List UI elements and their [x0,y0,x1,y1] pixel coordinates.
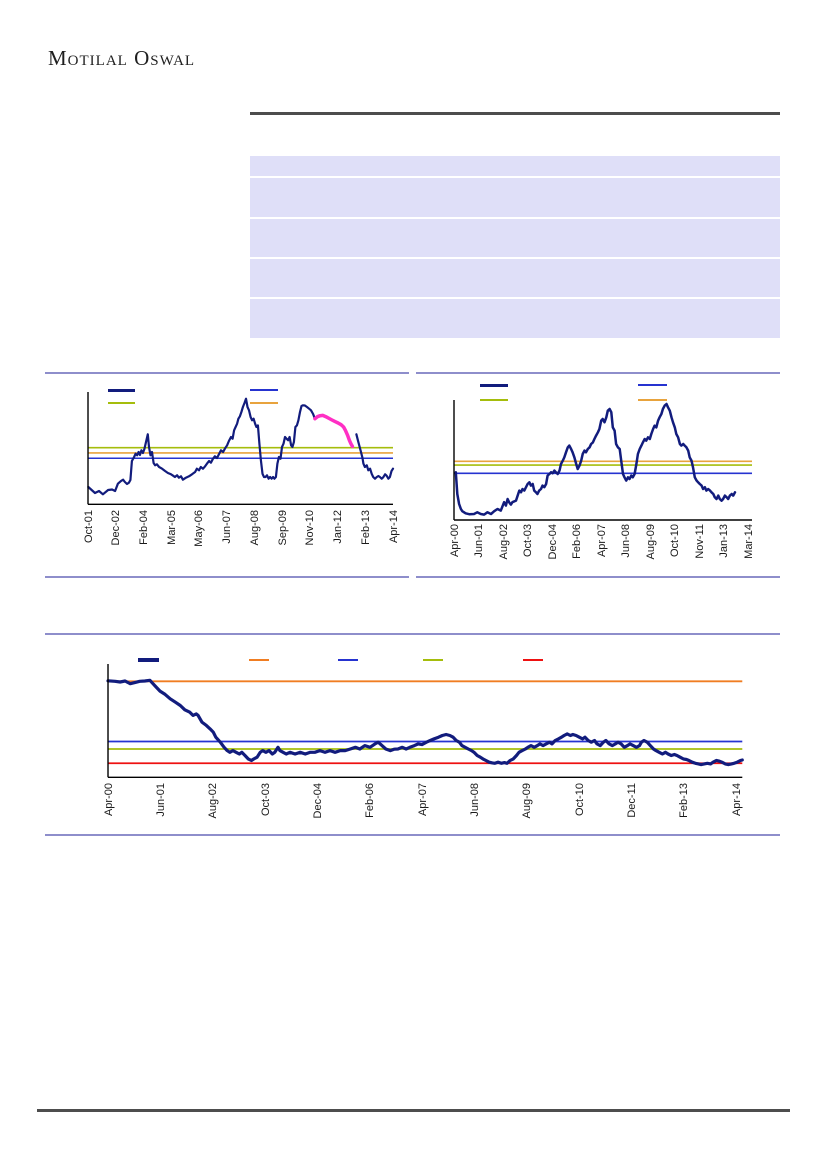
x-tick-label: Aug-09 [521,783,534,819]
x-tick-label: Oct-01 [82,510,95,544]
x-tick-label: Oct-10 [573,783,586,817]
legend-swatch-red-reference [523,659,543,661]
x-tick-label: Oct-03 [259,783,272,817]
x-tick-label: Oct-03 [522,524,534,558]
x-tick-label: Sep-09 [276,510,289,546]
footer-rule [37,1109,790,1112]
x-tick-label: Jan-13 [718,524,730,558]
x-tick-label: Apr-00 [448,524,461,558]
legend-swatch-navy-series [138,658,159,662]
x-tick-label: Dec-04 [311,783,324,819]
x-tick-label: Jun-07 [221,510,234,544]
x-tick-label: Feb-04 [137,510,150,545]
x-tick-label: Nov-10 [304,510,317,546]
chart-panel-bottom [45,633,780,836]
x-tick-label: Apr-00 [102,783,115,817]
series-navy-series-main [456,404,735,515]
x-tick-label: Jun-01 [154,783,167,817]
x-tick-label: Aug-08 [248,510,261,546]
x-tick-label: Jun-01 [473,524,485,558]
legend-swatch-navy-series [480,384,508,387]
x-tick-label: Apr-07 [595,524,608,558]
brand-logo: Motilal Oswal [48,46,196,70]
x-tick-label: Jun-08 [468,783,481,817]
x-tick-label: Dec-02 [110,510,123,546]
x-tick-label: Feb-13 [359,510,372,545]
x-tick-label: Nov-11 [693,524,706,559]
x-tick-label: Dec-04 [546,524,559,560]
legend-swatch-green-reference [423,659,443,661]
legend-swatch-blue-reference [338,659,358,661]
x-tick-label: May-06 [193,510,206,547]
x-tick-label: Apr-07 [416,783,429,817]
summary-table-row [250,299,780,338]
x-tick-label: Aug-09 [644,524,657,560]
x-tick-label: Apr-14 [730,783,743,817]
x-tick-label: Feb-06 [571,524,583,559]
series-navy-series-main [108,680,742,764]
series-navy-series-tail [356,434,393,478]
x-tick-label: Jun-08 [620,524,632,558]
x-tick-label: Dec-11 [625,783,638,818]
chartC-plot [108,664,742,777]
summary-table-row [250,156,780,178]
summary-table [250,156,780,338]
chartA-plot [88,392,393,504]
x-tick-label: Mar-05 [165,510,178,545]
summary-table-row [250,219,780,259]
x-tick-label: Aug-02 [207,783,220,819]
summary-table-row [250,259,780,299]
x-tick-label: Apr-14 [387,510,400,544]
x-tick-label: Oct-10 [669,524,681,558]
x-tick-label: Jan-12 [332,510,345,544]
x-tick-label: Aug-02 [497,524,510,560]
legend-swatch-orange-reference [249,659,269,661]
legend-swatch-blue-reference [638,384,667,386]
chart-panel-left [45,372,409,578]
series-magenta-highlight [315,415,352,446]
x-tick-label: Feb-06 [364,783,377,818]
legend-swatch-blue-reference [250,389,278,391]
chartB-plot [454,400,752,520]
header-rule [250,112,780,115]
chart-panel-right [416,372,780,578]
series-navy-series-main [88,399,315,495]
x-tick-label: Mar-14 [742,524,755,559]
summary-table-row [250,178,780,219]
x-tick-label: Feb-13 [678,783,691,818]
